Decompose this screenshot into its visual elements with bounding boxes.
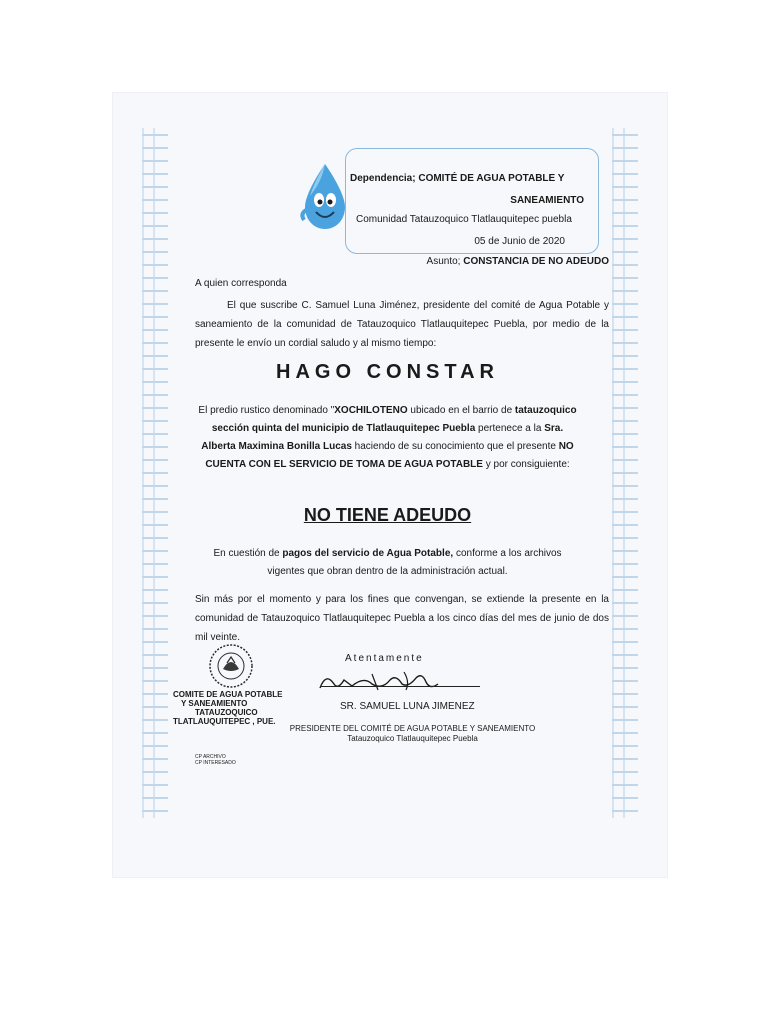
document-date: 05 de Junio de 2020 — [474, 236, 565, 247]
intro-paragraph: El que suscribe C. Samuel Luna Jiménez, presidente del comité de Agua Potable y saneamiento de la comunidad de Tatauzoquico Tlatlauquitepec Puebla, por medio de la presente le envío un cordial saludo y al mismo tiempo: — [195, 300, 609, 349]
p2-text-g: haciendo de su conocimiento que el presente — [351, 441, 559, 452]
property-name: XOCHILOTENO — [334, 405, 408, 416]
p2-text-c: ubicado en el barrio de — [407, 405, 515, 416]
stamp-line2: Y SANEAMIENTO — [181, 699, 248, 708]
property-paragraph — [195, 402, 580, 474]
dependencia-line2: SANEAMIENTO — [510, 195, 584, 206]
no-tiene-adeudo-title: NO TIENE ADEUDO — [303, 505, 472, 525]
water-drop-logo-icon — [300, 162, 350, 232]
closing-atentamente: Atentamente — [345, 653, 424, 664]
asunto-prefix: Asunto; — [426, 256, 464, 267]
owner-name: Sra. Alberta Maximina Bonilla Lucas — [201, 423, 564, 452]
p3-text-c: conforme a los archivos vigentes que obran dentro de la administración actual. — [267, 548, 562, 577]
stamp-line3: TATAUZOQUICO — [195, 708, 258, 717]
p2-text-e: pertenece a la — [475, 423, 545, 434]
stamp-line4: TLATLAUQUITEPEC , PUE. — [173, 717, 276, 726]
p2-text-a: El predio rustico denominado " — [198, 405, 335, 416]
cc-archivo: CP ARCHIVO — [195, 754, 226, 760]
decorative-border-right — [612, 128, 638, 818]
dependencia-line1: Dependencia; COMITÉ DE AGUA POTABLE Y — [350, 173, 565, 184]
salutation: A quien corresponda — [195, 278, 287, 289]
asunto-value: CONSTANCIA DE NO ADEUDO — [463, 256, 609, 267]
handwritten-signature-icon — [312, 668, 472, 696]
p3-text-a: En cuestión de — [213, 548, 283, 559]
property-location: tatauzoquico sección quinta del municipio de Tlatlauquitepec Puebla — [211, 405, 577, 434]
asunto-line — [360, 255, 609, 268]
cc-interesado: CP INTERESADO — [195, 760, 236, 766]
signer-name: SR. SAMUEL LUNA JIMENEZ — [340, 701, 475, 712]
payments-paragraph — [195, 545, 580, 581]
service-status: NO CUENTA CON EL SERVICIO DE TOMA DE AGUA POTABLE — [205, 441, 574, 470]
comunidad-line: Comunidad Tatauzoquico Tlatlauquitepec puebla — [356, 214, 572, 225]
signature-line — [320, 686, 480, 687]
closing-paragraph: Sin más por el momento y para los fines que convengan, se extiende la presente en la comunidad de Tatauzoquico Tlatlauquitepec Puebla a los cinco días del mes de junio de dos mil veinte. — [195, 594, 609, 643]
official-seal-icon — [203, 643, 259, 689]
p2-text-i: y por consiguiente: — [482, 459, 570, 470]
stamp-line1: COMITE DE AGUA POTABLE — [173, 690, 283, 699]
position-line1: PRESIDENTE DEL COMITÉ DE AGUA POTABLE Y SANEAMIENTO — [289, 724, 536, 733]
cc-list — [195, 754, 236, 766]
hago-constar-title: HAGO CONSTAR — [276, 361, 499, 383]
position-line2: Tatauzoquico Tlatlauquitepec Puebla — [347, 734, 478, 743]
committee-stamp — [173, 690, 282, 726]
p3-text-b: pagos del servicio de Agua Potable, — [282, 548, 454, 559]
decorative-border-left — [142, 128, 168, 818]
signer-position — [270, 724, 555, 744]
